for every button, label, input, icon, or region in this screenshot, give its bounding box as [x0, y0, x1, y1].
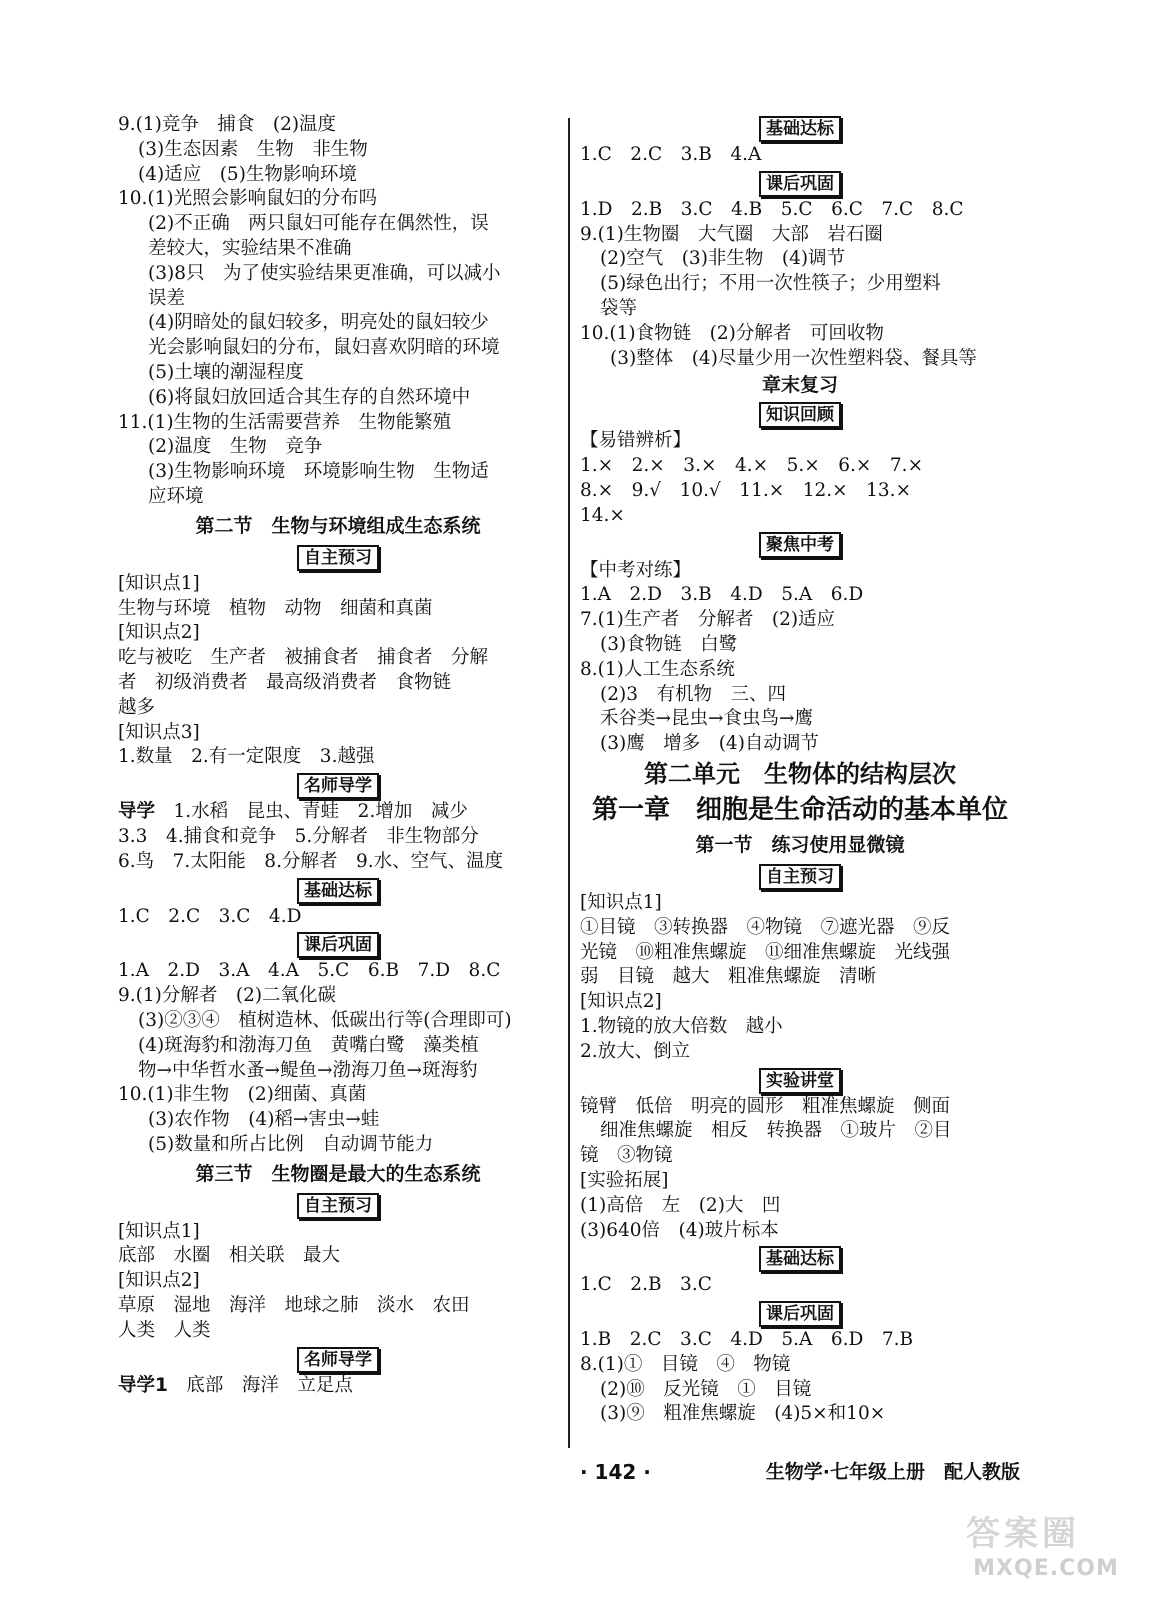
- watermark-logo: [956, 1506, 1136, 1586]
- column-divider: [568, 118, 570, 1448]
- answer-line: 9.(1)生物圈 大气圈 大部 岩石圈: [580, 223, 883, 245]
- answer-line: (2)温度 生物 竞争: [148, 436, 323, 458]
- chapter-heading: 第一章 细胞是生命活动的基本单位: [591, 794, 1008, 825]
- answer-line: [知识点2]: [580, 991, 662, 1013]
- answer-line: 弱 目镜 越大 粗准焦螺旋 清晰: [580, 966, 877, 988]
- answer-line: 1.D 2.B 3.C 4.B 5.C 6.C 7.C 8.C: [580, 198, 964, 220]
- answer-line: 越多: [118, 696, 156, 718]
- answer-line: 【易错辨析】: [580, 430, 692, 452]
- section-box-row: [580, 1243, 1020, 1273]
- answer-line: 1.A 2.D 3.A 4.A 5.C 6.B 7.D 8.C: [118, 960, 501, 982]
- answer-line: 8.(1)① 目镜 ④ 物镜: [580, 1353, 791, 1375]
- answer-line: 禾谷类→昆虫→食虫鸟→鹰: [600, 708, 814, 730]
- section-box-label: 自主预习: [759, 864, 841, 890]
- answer-line: 7.(1)生产者 分解者 (2)适应: [580, 609, 836, 631]
- section-box-label: 名师导学: [297, 1347, 379, 1373]
- answer-line: 人类 人类: [118, 1319, 211, 1341]
- answer-line: (3)⑨ 粗准焦螺旋 (4)5×和10×: [600, 1403, 886, 1425]
- answer-line: 袋等: [600, 297, 638, 319]
- answer-line: [知识点1]: [580, 891, 662, 913]
- section-box-label: 知识回顾: [759, 402, 841, 428]
- answer-line: 1.物镜的放大倍数 越小: [580, 1015, 783, 1037]
- review-heading: 章末复习: [761, 374, 838, 397]
- section-box-label: 聚焦中考: [759, 532, 841, 558]
- section-box-row: [118, 770, 558, 800]
- answer-line: 物→中华哲水蚤→鳀鱼→渤海刀鱼→斑海豹: [138, 1059, 478, 1081]
- section-box-row: [118, 929, 558, 959]
- answer-line: 10.(1)食物链 (2)分解者 可回收物: [580, 322, 884, 344]
- section-box-row: [118, 875, 558, 905]
- answer-line: 草原 湿地 海洋 地球之肺 淡水 农田: [118, 1295, 470, 1317]
- answer-text: 1.水稻 昆虫、青蛙 2.增加 减少: [155, 801, 468, 823]
- watermark-glyphs: 答案圈: [966, 1514, 1080, 1554]
- section-box-row: [580, 861, 1020, 891]
- answer-line: [知识点1]: [118, 1220, 200, 1242]
- answer-line: 14.×: [580, 504, 625, 526]
- answer-line: 生物与环境 植物 动物 细菌和真菌: [118, 597, 433, 619]
- answer-line: 8.(1)人工生态系统: [580, 658, 735, 680]
- answer-line: 光镜 ⑩粗准焦螺旋 ⑪细准焦螺旋 光线强: [580, 941, 951, 963]
- answer-line: (3)生物影响环境 环境影响生物 生物适: [148, 461, 489, 483]
- answer-line: 镜臂 低倍 明亮的圆形 粗准焦螺旋 侧面: [580, 1095, 951, 1117]
- section-heading: 第三节 生物圈是最大的生态系统: [195, 1162, 481, 1185]
- answer-line: 应环境: [148, 485, 204, 507]
- answer-line: 2.放大、倒立: [580, 1040, 691, 1062]
- section-box-row: [118, 1344, 558, 1374]
- answer-line: (2)不正确 两只鼠妇可能存在偶然性，误: [148, 213, 489, 235]
- right-column: [580, 113, 1020, 1427]
- left-column: [118, 113, 558, 1398]
- answer-line: [知识点2]: [118, 1270, 200, 1292]
- section-box-label: 基础达标: [297, 878, 379, 904]
- guide-label: 导学: [118, 801, 156, 823]
- answer-line: 8.× 9.√ 10.√ 11.× 12.× 13.×: [580, 479, 912, 501]
- answer-line: (3)农作物 (4)稻→害虫→蛙: [148, 1109, 380, 1131]
- answer-line: [知识点2]: [118, 622, 200, 644]
- answer-line: 1.C 2.C 3.C 4.D: [118, 905, 302, 927]
- answer-line: 1.数量 2.有一定限度 3.越强: [118, 746, 375, 768]
- answer-line: ①目镜 ③转换器 ④物镜 ⑦遮光器 ⑨反: [580, 916, 951, 938]
- answer-line: (3)鹰 增多 (4)自动调节: [600, 733, 819, 755]
- answer-line: (5)绿色出行；不用一次性筷子；少用塑料: [600, 273, 941, 295]
- section-box-label: 名师导学: [297, 773, 379, 799]
- answer-line: (2)3 有机物 三、四: [600, 683, 786, 705]
- section-heading: 第二节 生物与环境组成生态系统: [195, 514, 481, 537]
- answer-line: 吃与被吃 生产者 被捕食者 捕食者 分解: [118, 647, 489, 669]
- answer-line: 细准焦螺旋 相反 转换器 ①玻片 ②目: [600, 1120, 952, 1142]
- section-box-label: 课后巩固: [297, 932, 379, 958]
- section-box-label: 自主预习: [297, 545, 379, 571]
- unit-heading: 第二单元 生物体的结构层次: [644, 759, 956, 788]
- answer-line: (3)8只 为了使实验结果更准确，可以减小: [148, 262, 501, 284]
- section-heading: 第一节 练习使用显微镜: [695, 833, 905, 856]
- section-box-label: 基础达标: [759, 116, 841, 142]
- answer-line: 1.× 2.× 3.× 4.× 5.× 6.× 7.×: [580, 455, 924, 477]
- answer-line: 光会影响鼠妇的分布，鼠妇喜欢阴暗的环境: [148, 337, 500, 359]
- answer-line: 1.C 2.B 3.C: [580, 1274, 712, 1296]
- answer-line: (6)将鼠妇放回适合其生存的自然环境中: [148, 386, 471, 408]
- section-box-label: 自主预习: [297, 1193, 379, 1219]
- section-box-row: [580, 399, 1020, 429]
- answer-line: (3)整体 (4)尽量少用一次性塑料袋、餐具等: [610, 347, 977, 369]
- page-footer: [580, 1455, 1020, 1489]
- answer-line: [知识点3]: [118, 721, 200, 743]
- answer-line: 镜 ③物镜: [580, 1145, 673, 1167]
- section-box-row: [580, 529, 1020, 559]
- watermark-text: MXQE.COM: [973, 1556, 1119, 1581]
- section-box-label: 课后巩固: [759, 171, 841, 197]
- answer-line: 10.(1)非生物 (2)细菌、真菌: [118, 1084, 367, 1106]
- answer-line: 6.鸟 7.太阳能 8.分解者 9.水、空气、温度: [118, 850, 504, 872]
- section-box-row: [580, 1065, 1020, 1095]
- section-box-row: [580, 1298, 1020, 1328]
- answer-line: 10.(1)光照会影响鼠妇的分布吗: [118, 188, 378, 210]
- answer-line: (5)土壤的潮湿程度: [148, 361, 304, 383]
- answer-line: (3)生态因素 生物 非生物: [138, 138, 368, 160]
- section-box-label: 实验讲堂: [759, 1068, 841, 1094]
- answer-text: 底部 海洋 立足点: [167, 1374, 353, 1396]
- section-box-row: [118, 542, 558, 572]
- answer-line: 3.3 4.捕食和竞争 5.分解者 非生物部分: [118, 825, 479, 847]
- answer-line: 9.(1)竞争 捕食 (2)温度: [118, 114, 337, 135]
- page-number: · 142 ·: [580, 1460, 651, 1484]
- section-box-label: 课后巩固: [759, 1301, 841, 1327]
- answer-line: 11.(1)生物的生活需要营养 生物能繁殖: [118, 411, 452, 433]
- answer-line: [118, 800, 558, 825]
- answer-line: 底部 水圈 相关联 最大: [118, 1245, 341, 1267]
- answer-line: (2)空气 (3)非生物 (4)调节: [600, 248, 846, 270]
- answer-line: 9.(1)分解者 (2)二氧化碳: [118, 985, 337, 1007]
- answer-line: 1.C 2.C 3.B 4.A: [580, 144, 762, 165]
- answer-line: 者 初级消费者 最高级消费者 食物链: [118, 671, 452, 693]
- answer-line: (5)数量和所占比例 自动调节能力: [148, 1133, 434, 1155]
- answer-line: 差较大，实验结果不准确: [148, 237, 352, 259]
- answer-line: [知识点1]: [118, 572, 200, 594]
- answer-line: (3)640倍 (4)玻片标本: [580, 1219, 779, 1241]
- answer-line: (4)适应 (5)生物影响环境: [138, 163, 357, 185]
- answer-line: (1)高倍 左 (2)大 凹: [580, 1194, 781, 1216]
- guide-label: 导学1: [118, 1374, 168, 1396]
- section-box-row: [580, 113, 1020, 143]
- answer-line: [实验拓展]: [580, 1169, 669, 1191]
- answer-line: (4)斑海豹和渤海刀鱼 黄嘴白鹭 藻类植: [138, 1034, 479, 1056]
- answer-line: [118, 1374, 558, 1399]
- answer-line: 1.B 2.C 3.C 4.D 5.A 6.D 7.B: [580, 1329, 914, 1351]
- answer-line: (3)②③④ 植树造林、低碳出行等(合理即可): [138, 1009, 512, 1031]
- answer-line: 【中考对练】: [580, 559, 692, 581]
- answer-line: (4)阴暗处的鼠妇较多，明亮处的鼠妇较少: [148, 312, 489, 334]
- answer-line: (3)食物链 白鹭: [600, 633, 738, 655]
- section-box-label: 基础达标: [759, 1246, 841, 1272]
- answer-line: 误差: [148, 287, 186, 309]
- answer-line: 1.A 2.D 3.B 4.D 5.A 6.D: [580, 584, 864, 606]
- section-box-row: [118, 1190, 558, 1220]
- book-title: 生物学·七年级上册 配人教版: [765, 1461, 1020, 1483]
- section-box-row: [580, 168, 1020, 198]
- answer-line: (2)⑩ 反光镜 ① 目镜: [600, 1378, 812, 1400]
